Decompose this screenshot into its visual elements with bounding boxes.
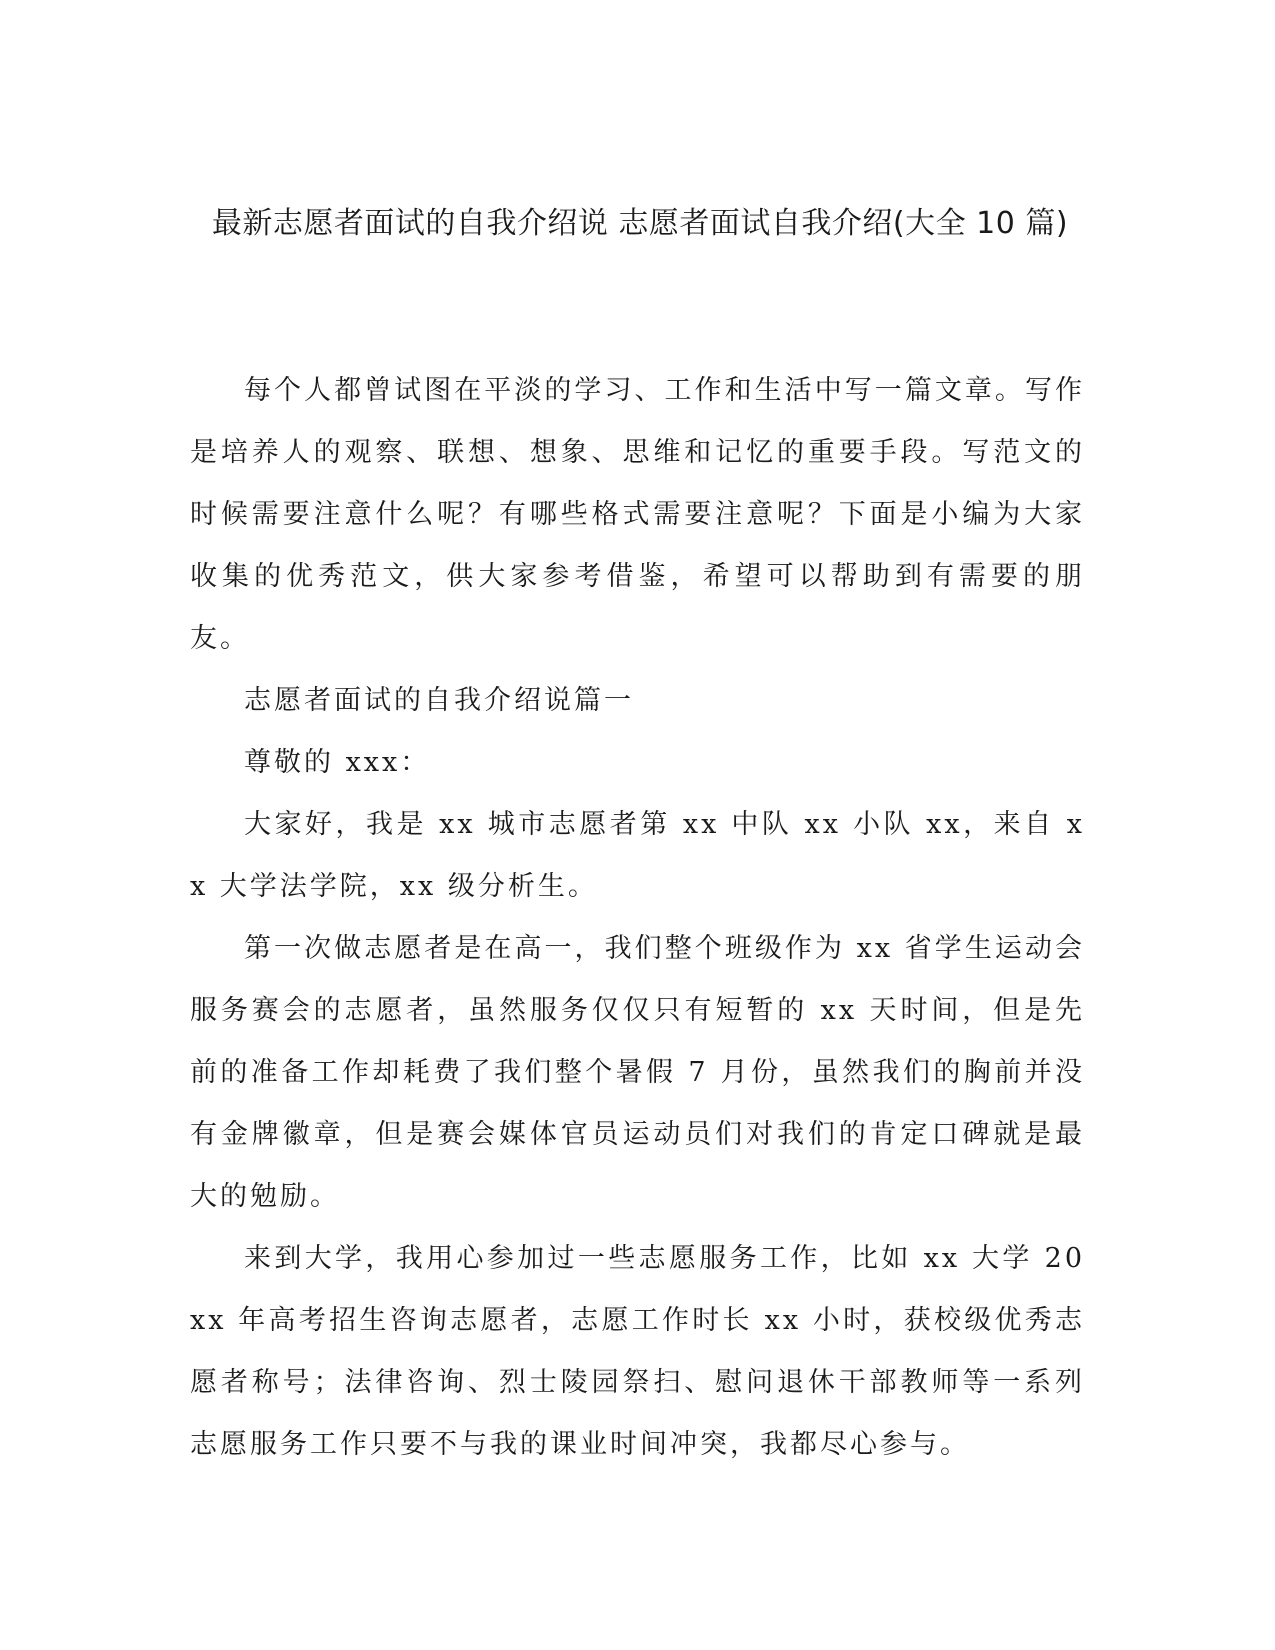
document-title: 最新志愿者面试的自我介绍说 志愿者面试自我介绍(大全 10 篇) bbox=[211, 206, 1069, 241]
paragraph-intro: 每个人都曾试图在平淡的学习、工作和生活中写一篇文章。写作是培养人的观察、联想、想象、思维和记忆的重要手段。写范文的时候需要注意什么呢？有哪些格式需要注意呢？下面是小编为大家收集的优秀范文，供大家参考借鉴，希望可以帮助到有需要的朋友。 bbox=[190, 375, 1085, 654]
document-body bbox=[190, 360, 1085, 1476]
paragraph-greeting: 大家好，我是 xx 城市志愿者第 xx 中队 xx 小队 xx，来自 xx 大学法学院，xx 级分析生。 bbox=[190, 809, 1085, 902]
salutation: 尊敬的 xxx： bbox=[244, 747, 431, 778]
paragraph-university: 来到大学，我用心参加过一些志愿服务工作，比如 xx 大学 20xx 年高考招生咨询志愿者，志愿工作时长 xx 小时，获校级优秀志愿者称号；法律咨询、烈士陵园祭扫、慰问退休干部教师等一系列志愿服务工作只要不与我的课业时间冲突，我都尽心参与。 bbox=[190, 1243, 1085, 1460]
paragraph-first-volunteer: 第一次做志愿者是在高一，我们整个班级作为 xx 省学生运动会服务赛会的志愿者，虽然服务仅仅只有短暂的 xx 天时间，但是先前的准备工作却耗费了我们整个暑假 7 月份，虽然我们的胸前并没有金牌徽章，但是赛会媒体官员运动员们对我们的肯定口碑就是最大的勉励。 bbox=[190, 933, 1085, 1212]
section-heading: 志愿者面试的自我介绍说篇一 bbox=[244, 685, 634, 716]
